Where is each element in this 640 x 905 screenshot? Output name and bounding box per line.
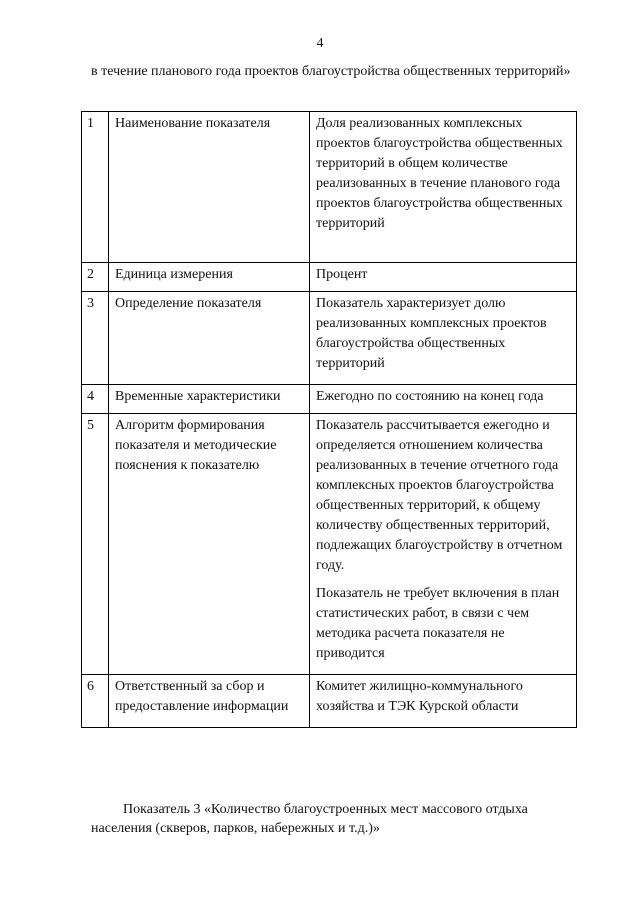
- row-name: Определение показателя: [109, 292, 310, 385]
- table-row: [82, 112, 577, 263]
- row-number: 5: [82, 414, 109, 675]
- intro-paragraph: в течение планового года проектов благоустройства общественных территорий»: [91, 64, 571, 79]
- row-number: 3: [82, 292, 109, 385]
- row-value: [310, 675, 577, 728]
- row-value-paragraph: Ежегодно по состоянию на конец года: [316, 389, 544, 404]
- row-number: 1: [82, 112, 109, 263]
- row-value-paragraph: Процент: [316, 267, 368, 282]
- table-row: [82, 414, 577, 675]
- row-value-paragraph: Доля реализованных комплексных проектов благоустройства общественных территорий в общем количестве реализованных в течение планового года проектов благоустройства общественных территорий: [316, 116, 563, 231]
- row-name: Временные характеристики: [109, 385, 310, 414]
- row-value: [310, 263, 577, 292]
- table-row: [82, 385, 577, 414]
- indicator-3-heading: Показатель 3 «Количество благоустроенных мест массового отдыха населения (скверов, парков, набережных и т.д.)»: [91, 802, 528, 836]
- indicator-passport-table: [81, 111, 577, 728]
- row-value-paragraph: Показатель не требует включения в план статистических работ, в связи с чем методика расчета показателя не приводится: [316, 586, 560, 661]
- row-name: Ответственный за сбор и предоставление информации: [109, 675, 310, 728]
- row-name: Наименование показателя: [109, 112, 310, 263]
- row-number: 2: [82, 263, 109, 292]
- row-value: [310, 292, 577, 385]
- row-value: [310, 112, 577, 263]
- row-value-paragraph: Показатель характеризует долю реализованных комплексных проектов благоустройства общественных территорий: [316, 296, 547, 371]
- row-value-paragraph: Показатель рассчитывается ежегодно и определяется отношением количества реализованных в течение отчетного года комплексных проектов благоустройства общественных территорий, к общему количеству общественных территорий, подлежащих благоустройству в отчетном году.: [316, 418, 563, 573]
- page-number: 4: [316, 36, 324, 51]
- row-value-paragraph: Комитет жилищно-коммунального хозяйства и ТЭК Курской области: [316, 679, 523, 714]
- row-number: 4: [82, 385, 109, 414]
- table-row: [82, 263, 577, 292]
- row-name: Единица измерения: [109, 263, 310, 292]
- row-number: 6: [82, 675, 109, 728]
- row-value: [310, 385, 577, 414]
- row-name: Алгоритм формирования показателя и методические пояснения к показателю: [109, 414, 310, 675]
- table-row: [82, 292, 577, 385]
- row-value: [310, 414, 577, 675]
- table-row: [82, 675, 577, 728]
